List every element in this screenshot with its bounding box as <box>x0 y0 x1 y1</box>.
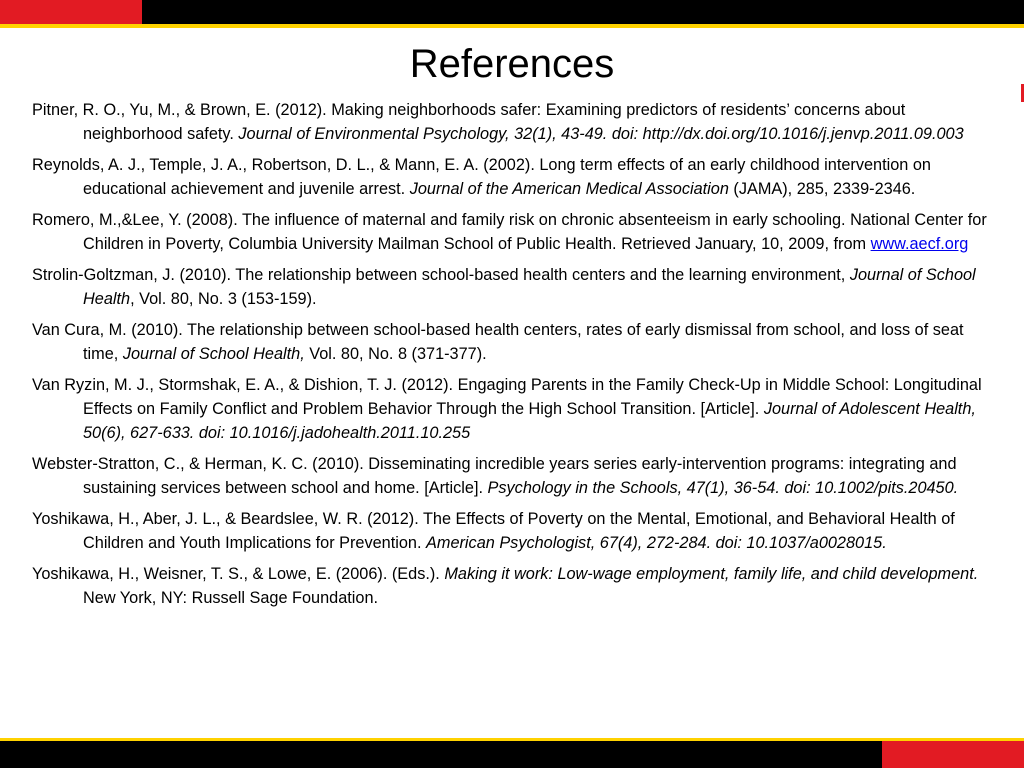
reference-item <box>32 562 990 610</box>
reference-source: Journal of School Health, <box>122 345 305 363</box>
reference-item <box>32 507 990 555</box>
reference-text: Romero, M.,&Lee, Y. (2008). The influence of maternal and family risk on chronic absenteeism in early schooling. National Center for Children in Poverty, Columbia University Mailman School of Public Health. Retrieved January, 10, 2009, from <box>32 211 987 253</box>
reference-item <box>32 318 990 366</box>
reference-item <box>32 452 990 500</box>
reference-source: Psychology in the Schools, 47(1), 36-54. doi: 10.1002/pits.20450. <box>487 479 959 497</box>
reference-item <box>32 373 990 445</box>
bottom-decor-band <box>0 741 1024 768</box>
reference-text: Van Cura, M. (2010). The relationship between school-based health centers, rates of early dismissal from school, and loss of seat time, <box>32 321 964 363</box>
reference-item <box>32 263 990 311</box>
reference-details: New York, NY: Russell Sage Foundation. <box>83 589 379 607</box>
reference-source: Journal of Environmental Psychology, 32(1), 43-49. doi: http://dx.doi.org/10.1016/j.jenvp.2011.09.003 <box>238 125 964 143</box>
reference-source: Journal of School Health <box>83 266 976 308</box>
reference-item <box>32 153 990 201</box>
top-decor-band <box>0 0 1024 24</box>
slide-title: References <box>409 42 615 86</box>
reference-source: American Psychologist, 67(4), 272-284. doi: 10.1037/a0028015. <box>426 534 887 552</box>
reference-item <box>32 208 990 256</box>
top-red-accent <box>0 0 142 24</box>
bottom-red-accent <box>882 741 1024 768</box>
reference-text: Pitner, R. O., Yu, M., & Brown, E. (2012). Making neighborhoods safer: Examining predictors of residents’ concerns about neighborhood safety. <box>32 101 906 143</box>
reference-text: Yoshikawa, H., Weisner, T. S., & Lowe, E. (2006). (Eds.). <box>32 565 445 583</box>
reference-text: Reynolds, A. J., Temple, J. A., Robertson, D. L., & Mann, E. A. (2002). Long term effects of an early childhood intervention on educational achievement and juvenile arrest. <box>32 156 931 198</box>
reference-source: Journal of Adolescent Health, 50(6), 627-633. doi: 10.1016/j.jadohealth.2011.10.255 <box>83 400 976 442</box>
reference-link[interactable]: www.aecf.org <box>870 235 969 253</box>
reference-text: Strolin-Goltzman, J. (2010). The relationship between school-based health centers and the learning environment, <box>32 266 850 284</box>
reference-text: Webster-Stratton, C., & Herman, K. C. (2010). Disseminating incredible years series early-intervention programs: integrating and sustaining services between school and home. [Article]. <box>32 455 957 497</box>
references-list <box>32 98 990 610</box>
reference-text: Yoshikawa, H., Aber, J. L., & Beardslee, W. R. (2012). The Effects of Poverty on the Mental, Emotional, and Behavioral Health of Children and Youth Implications for Prevention. <box>32 510 955 552</box>
reference-source: Journal of the American Medical Association <box>409 180 729 198</box>
reference-details: (JAMA), 285, 2339-2346. <box>728 180 916 198</box>
reference-details: Vol. 80, No. 8 (371-377). <box>304 345 487 363</box>
reference-source: Making it work: Low-wage employment, family life, and child development. <box>444 565 979 583</box>
reference-text: Van Ryzin, M. J., Stormshak, E. A., & Dishion, T. J. (2012). Engaging Parents in the Family Check-Up in Middle School: Longitudinal Effects on Family Conflict and Problem Behavior Through the High School Transition. [Article]. <box>32 376 982 418</box>
top-yellow-stripe <box>0 24 1024 28</box>
reference-item <box>32 98 990 146</box>
reference-details: , Vol. 80, No. 3 (153-159). <box>130 290 317 308</box>
